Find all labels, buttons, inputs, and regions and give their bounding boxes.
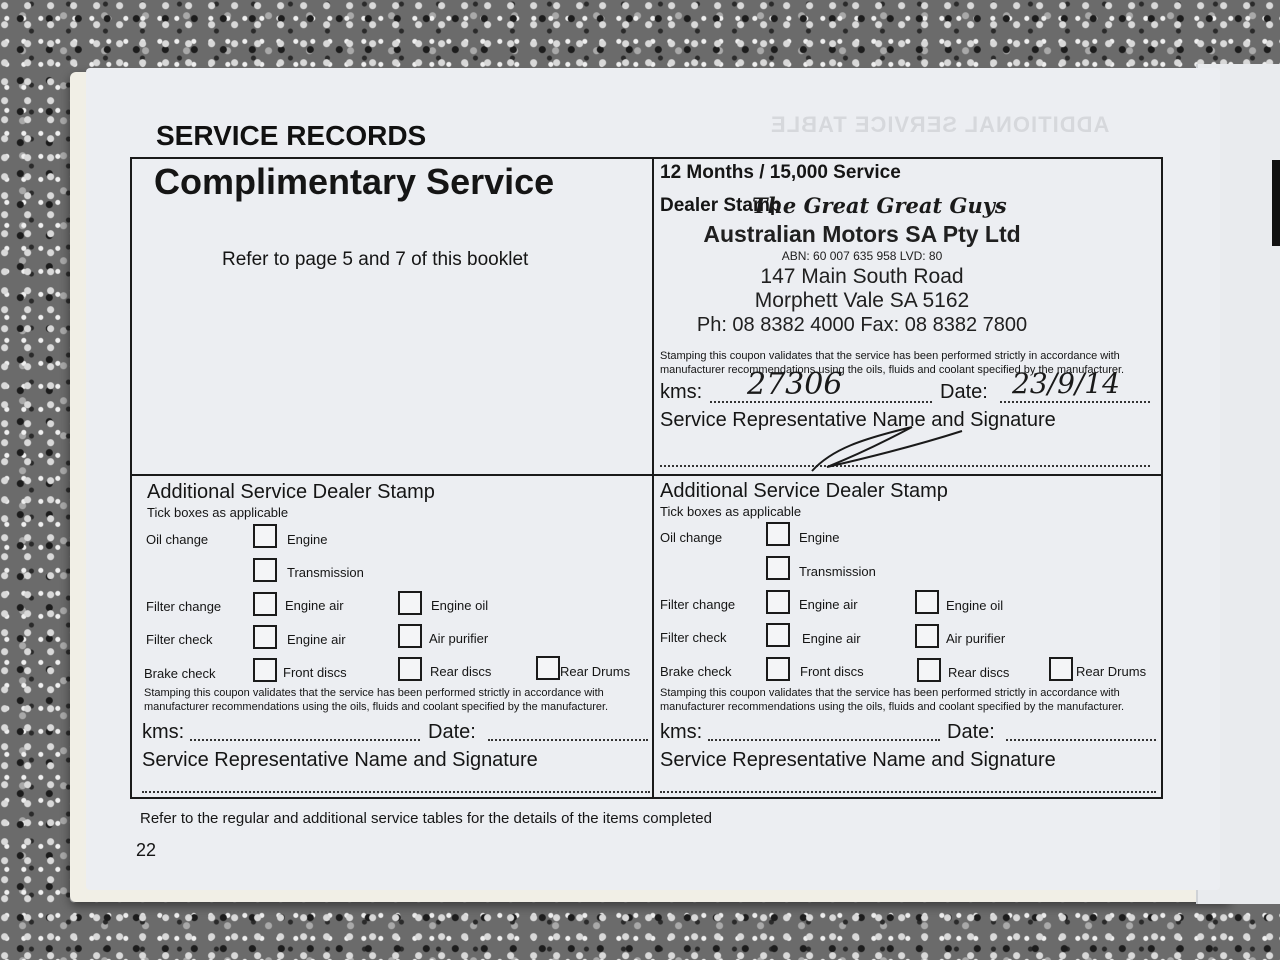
- engine-label-left: Engine: [287, 532, 328, 547]
- kms-label: kms:: [660, 381, 703, 403]
- show-through-text: ADDITIONAL SERVICE TABLE: [770, 112, 1110, 137]
- date-label-left: Date:: [428, 721, 476, 743]
- filter-change-label-left: Filter change: [146, 599, 222, 614]
- checkbox-front-discs-right[interactable]: [766, 657, 790, 681]
- engine-label-right: Engine: [799, 530, 840, 545]
- front-discs-label-left: Front discs: [283, 665, 347, 680]
- engine-air-check-label-left: Engine air: [287, 632, 346, 647]
- additional-title-left: Additional Service Dealer Stamp: [147, 481, 435, 503]
- checkbox-transmission-left[interactable]: [253, 558, 277, 582]
- checkbox-filter-engine-air-right[interactable]: [766, 590, 790, 614]
- validation-text-right: Stamping this coupon validates that the service has been performed strictly in accordance with manufacturer recommendations using the oils, fluids and coolant specified by the manufacturer.: [660, 687, 1125, 713]
- filter-change-label-right: Filter change: [660, 597, 736, 612]
- signature-label-left: Service Representative Name and Signature: [142, 749, 538, 771]
- engine-air-label-right: Engine air: [799, 597, 858, 612]
- signature-label-right: Service Representative Name and Signature: [660, 749, 1056, 771]
- checkbox-air-purifier-left[interactable]: [398, 624, 422, 648]
- checkbox-check-engine-air-left[interactable]: [253, 625, 277, 649]
- engine-oil-label-left: Engine oil: [431, 598, 489, 613]
- checkbox-check-engine-air-right[interactable]: [766, 623, 790, 647]
- checkbox-transmission-right[interactable]: [766, 556, 790, 580]
- checkbox-filter-engine-air-left[interactable]: [253, 592, 277, 616]
- additional-subtitle-right: Tick boxes as applicable: [660, 504, 802, 519]
- center-divider: [652, 159, 654, 799]
- complimentary-note: Refer to page 5 and 7 of this booklet: [222, 249, 529, 270]
- dealer-stamp-label: Dealer Stamp: [660, 195, 782, 216]
- page-number: 22: [136, 840, 157, 860]
- page-heading: SERVICE RECORDS: [156, 120, 427, 151]
- date-line: [1000, 401, 1150, 403]
- validation-text-left: Stamping this coupon validates that the service has been performed strictly in accordance with manufacturer recommendations using the oils, fluids and coolant specified by the manufacturer.: [144, 687, 609, 713]
- checkbox-filter-engine-oil-left[interactable]: [398, 591, 422, 615]
- complimentary-title: Complimentary Service: [154, 161, 555, 202]
- date-line-left: [488, 739, 648, 741]
- front-discs-label-right: Front discs: [800, 664, 864, 679]
- air-purifier-label-left: Air purifier: [429, 631, 489, 646]
- validation-text: Stamping this coupon validates that the service has been performed strictly in accordance with manufacturer recommendations using the oils, fluids and coolant specified by the manufacturer.: [660, 350, 1125, 376]
- date-label: Date:: [940, 381, 988, 403]
- engine-oil-label-right: Engine oil: [946, 598, 1004, 613]
- checkbox-air-purifier-right[interactable]: [915, 624, 939, 648]
- additional-title-right: Additional Service Dealer Stamp: [660, 480, 948, 502]
- rear-discs-label-right: Rear discs: [948, 665, 1010, 680]
- date-value: 23/9/14: [1012, 367, 1120, 400]
- checkbox-engine-oil-change-right[interactable]: [766, 522, 790, 546]
- oil-change-label-right: Oil change: [660, 530, 723, 545]
- brake-check-label-left: Brake check: [144, 666, 216, 681]
- brake-check-label-right: Brake check: [660, 664, 732, 679]
- date-label-right: Date:: [947, 721, 995, 743]
- transmission-label-left: Transmission: [287, 565, 364, 580]
- rear-drums-label-right: Rear Drums: [1076, 664, 1147, 679]
- stamp-company: Australian Motors SA Pty Ltd: [703, 221, 1021, 247]
- checkbox-engine-oil-change-left[interactable]: [253, 524, 277, 548]
- checkbox-rear-discs-right[interactable]: [917, 658, 941, 682]
- oil-change-label-left: Oil change: [146, 532, 209, 547]
- signature-label: Service Representative Name and Signature: [660, 409, 1056, 431]
- signature-mark: [792, 409, 972, 479]
- kms-label-right: kms:: [660, 721, 703, 743]
- kms-line-left: [190, 739, 420, 741]
- checkbox-rear-drums-left[interactable]: [536, 656, 560, 680]
- service-records-form: [130, 157, 1163, 799]
- checkbox-front-discs-left[interactable]: [253, 658, 277, 682]
- filter-check-label-left: Filter check: [146, 632, 213, 647]
- checkbox-filter-engine-oil-right[interactable]: [915, 590, 939, 614]
- stamp-suburb: Morphett Vale SA 5162: [754, 289, 970, 312]
- footer-note: Refer to the regular and additional service tables for the details of the items completed: [140, 810, 712, 827]
- signature-line-left: [142, 791, 650, 793]
- engine-air-label-left: Engine air: [285, 598, 344, 613]
- middle-divider: [132, 474, 1163, 476]
- rear-drums-label-left: Rear Drums: [560, 664, 631, 679]
- rear-discs-label-left: Rear discs: [430, 664, 492, 679]
- kms-line-right: [708, 739, 940, 741]
- date-line-right: [1006, 739, 1156, 741]
- checkbox-rear-drums-right[interactable]: [1049, 657, 1073, 681]
- stamp-street: 147 Main South Road: [760, 265, 964, 288]
- signature-line-right: [660, 791, 1156, 793]
- checkbox-rear-discs-left[interactable]: [398, 657, 422, 681]
- transmission-label-right: Transmission: [799, 564, 876, 579]
- kms-value: 27306: [747, 367, 843, 402]
- stamp-phone: Ph: 08 8382 4000 Fax: 08 8382 7800: [696, 314, 1028, 336]
- additional-subtitle-left: Tick boxes as applicable: [147, 505, 289, 520]
- filter-check-label-right: Filter check: [660, 630, 727, 645]
- air-purifier-label-right: Air purifier: [946, 631, 1006, 646]
- service-interval-title: 12 Months / 15,000 Service: [660, 162, 901, 183]
- engine-air-check-label-right: Engine air: [802, 631, 861, 646]
- stamp-abn: ABN: 60 007 635 958 LVD: 80: [781, 249, 943, 263]
- page-tab: [1272, 160, 1280, 246]
- stamp-tagline: The Great Great Guys: [752, 193, 1007, 218]
- kms-label-left: kms:: [142, 721, 185, 743]
